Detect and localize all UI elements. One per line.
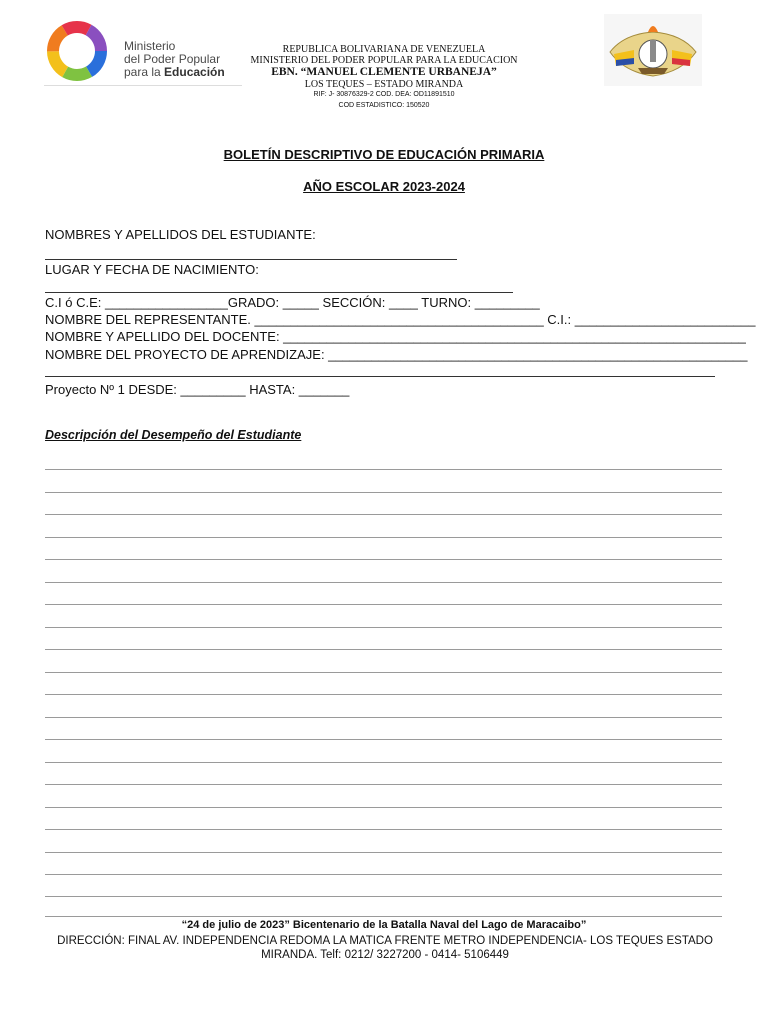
writing-line <box>45 829 722 830</box>
writing-line <box>45 469 722 470</box>
writing-line <box>45 537 722 538</box>
ministry-ring-icon <box>44 18 110 84</box>
project-name-row: NOMBRE DEL PROYECTO DE APRENDIZAJE: __________________________________________________________ <box>45 347 748 362</box>
writing-line <box>45 514 722 515</box>
document-title: BOLETÍN DESCRIPTIVO DE EDUCACIÓN PRIMARIA <box>223 147 545 162</box>
writing-line <box>45 604 722 605</box>
project-name-rule <box>45 376 715 377</box>
writing-line <box>45 807 722 808</box>
header-republic: REPUBLICA BOLIVARIANA DE VENEZUELA <box>282 44 486 55</box>
student-name-label: NOMBRES Y APELLIDOS DEL ESTUDIANTE: <box>45 227 316 242</box>
header-location: LOS TEQUES – ESTADO MIRANDA <box>304 79 464 90</box>
footer-address: DIRECCIÓN: FINAL AV. INDEPENDENCIA REDOMA LA MATICA FRENTE METRO INDEPENDENCIA- LOS TEQUES ESTADO MIRANDA. Telf: 0212/ 3227200 - 0414- 5106449 <box>57 935 713 961</box>
writing-line <box>45 582 722 583</box>
birth-label: LUGAR Y FECHA DE NACIMIENTO: <box>45 262 259 277</box>
description-heading: Descripción del Desempeño del Estudiante <box>45 428 302 442</box>
ministry-logo <box>44 18 244 86</box>
writing-line <box>45 896 722 897</box>
writing-line <box>45 739 722 740</box>
footer-motto: “24 de julio de 2023” Bicentenario de la Batalla Naval del Lago de Maracaibo” <box>181 919 587 931</box>
writing-line <box>45 559 722 560</box>
writing-line <box>45 492 722 493</box>
writing-line <box>45 672 722 673</box>
logo-line-2: del Poder Popular <box>124 52 221 66</box>
writing-line <box>45 916 722 917</box>
header-school: EBN. “MANUEL CLEMENTE URBANEJA” <box>271 66 497 78</box>
writing-line <box>45 717 722 718</box>
writing-line <box>45 762 722 763</box>
id-grade-section-row: C.I ó C.E: _________________GRADO: _____ SECCIÓN: ____ TURNO: _________ <box>45 295 540 310</box>
writing-line <box>45 649 722 650</box>
school-year-title: AÑO ESCOLAR 2023-2024 <box>303 179 465 194</box>
writing-line <box>45 784 722 785</box>
logo-line-1: Ministerio <box>124 39 176 53</box>
logo-line-3-bold: Educación <box>164 65 225 79</box>
logo-line-3-prefix: para la <box>124 65 165 79</box>
student-name-rule <box>45 259 457 260</box>
school-crest-icon <box>604 14 702 86</box>
writing-line <box>45 627 722 628</box>
header-ministry: MINISTERIO DEL PODER POPULAR PARA LA EDUCACION <box>250 55 518 66</box>
header-codes: RIF: J- 30876329-2 COD. DEA: OD11891510 <box>313 91 455 98</box>
representative-row: NOMBRE DEL REPRESENTANTE. ________________________________________ C.I.: _________________________ <box>45 312 756 327</box>
writing-line <box>45 852 722 853</box>
birth-rule <box>45 292 513 293</box>
logo-divider <box>44 85 242 86</box>
teacher-row: NOMBRE Y APELLIDO DEL DOCENTE: ________________________________________________________________ <box>45 329 746 344</box>
writing-line <box>45 874 722 875</box>
header-stat-code: COD ESTADISTICO: 150520 <box>338 102 430 109</box>
project-dates-row: Proyecto Nº 1 DESDE: _________ HASTA: _______ <box>45 382 350 397</box>
writing-line <box>45 694 722 695</box>
